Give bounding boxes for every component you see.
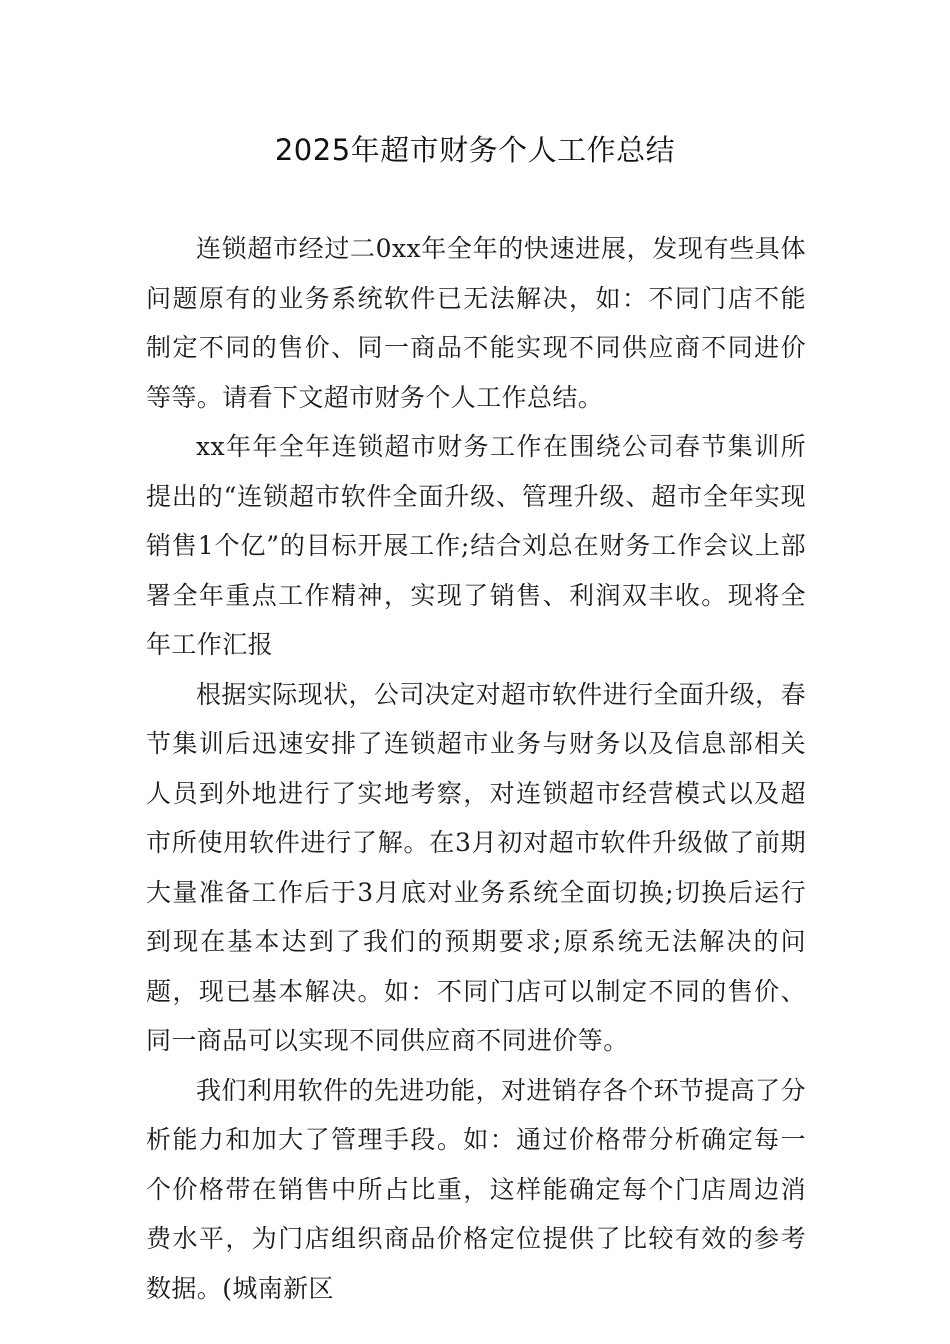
document-body	[146, 224, 806, 1313]
paragraph-2: xx年年全年连锁超市财务工作在围绕公司春节集训所提出的“连锁超市软件全面升级、管理升级、超市全年实现销售1个亿”的目标开展工作;结合刘总在财务工作会议上部署全年重点工作精神，实现了销售、利润双丰收。现将全年工作汇报	[146, 432, 806, 659]
paragraph-1: 连锁超市经过二0xx年全年的快速进展，发现有些具体问题原有的业务系统软件已无法解决，如：不同门店不能制定不同的售价、同一商品不能实现不同供应商不同进价等等。请看下文超市财务个人工作总结。	[146, 234, 806, 412]
paragraph-3: 根据实际现状，公司决定对超市软件进行全面升级，春节集训后迅速安排了连锁超市业务与财务以及信息部相关人员到外地进行了实地考察，对连锁超市经营模式以及超市所使用软件进行了解。在3月初对超市软件升级做了前期大量准备工作后于3月底对业务系统全面切换;切换后运行到现在基本达到了我们的预期要求;原系统无法解决的问题，现已基本解决。如：不同门店可以制定不同的售价、同一商品可以实现不同供应商不同进价等。	[146, 679, 806, 1055]
document-title: 2025年超市财务个人工作总结	[274, 133, 676, 167]
paragraph-4: 我们利用软件的先进功能，对进销存各个环节提高了分析能力和加大了管理手段。如：通过价格带分析确定每一个价格带在销售中所占比重，这样能确定每个门店周边消费水平，为门店组织商品价格定位提供了比较有效的参考数据。(城南新区	[146, 1075, 806, 1303]
